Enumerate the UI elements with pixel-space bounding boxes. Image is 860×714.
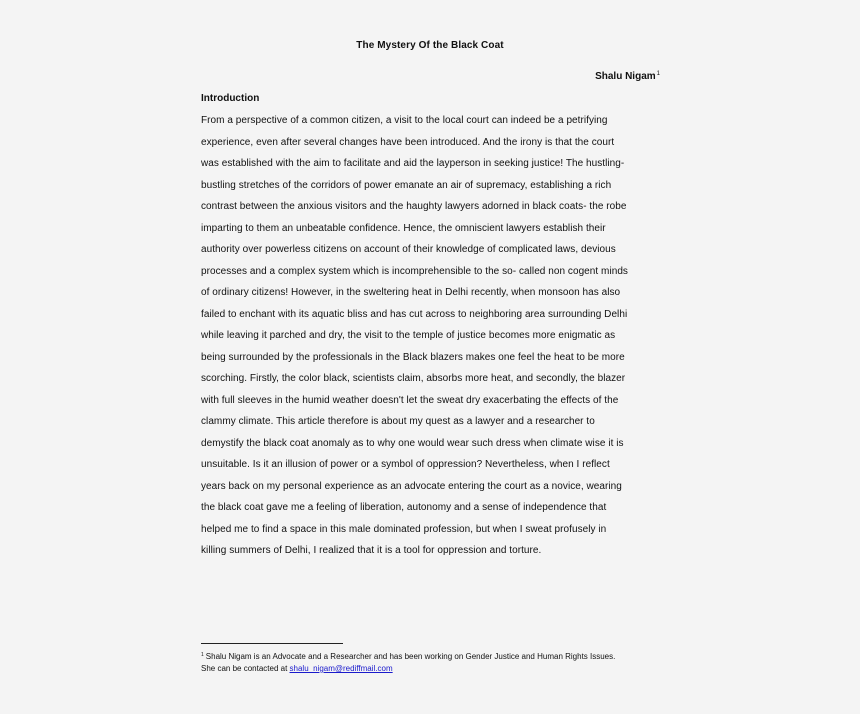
body-line: imparting to them an unbeatable confidence. Hence, the omniscient lawyers establish their xyxy=(201,222,606,234)
body-line: of ordinary citizens! However, in the sweltering heat in Delhi recently, when monsoon has also xyxy=(201,287,621,298)
body-line: authority over powerless citizens on account of their knowledge of complicated laws, devious xyxy=(201,244,616,255)
body-paragraph xyxy=(201,110,671,562)
body-line: was established with the aim to facilitate and aid the layperson in seeking justice! The hustling- xyxy=(201,158,625,169)
body-line: being surrounded by the professionals in the Black blazers makes one feel the heat to be more xyxy=(201,351,625,363)
body-line: contrast between the anxious visitors and the haughty lawyers adorned in black coats- the robe xyxy=(201,201,627,212)
body-line: the black coat gave me a feeling of liberation, autonomy and a sense of independence that xyxy=(201,502,607,513)
section-heading: Introduction xyxy=(201,93,260,104)
body-line: experience, even after several changes have been introduced. And the irony is that the court xyxy=(201,136,615,148)
document-title: The Mystery Of the Black Coat xyxy=(356,40,504,51)
footnote-marker-author: 1 xyxy=(656,71,660,77)
body-line: bustling stretches of the corridors of power emanate an air of supremacy, establishing a rich xyxy=(201,179,612,191)
footnote-line-1 xyxy=(201,649,671,663)
footnote-divider xyxy=(201,643,343,644)
body-line: scorching. Firstly, the color black, scientists claim, absorbs more heat, and secondly, the blazer xyxy=(201,373,626,384)
body-line: helped me to find a space in this male dominated profession, but when I sweat profusely in xyxy=(201,523,607,535)
author-name-text: Shalu Nigam xyxy=(595,71,656,82)
author-name xyxy=(560,71,660,82)
body-line: clammy climate. This article therefore is about my quest as a lawyer and a researcher to xyxy=(201,416,595,427)
body-line: killing summers of Delhi, I realized that it is a tool for oppression and torture. xyxy=(201,545,542,556)
footnote xyxy=(201,649,671,675)
email-link[interactable]: shalu_nigam@rediffmail.com xyxy=(289,664,393,673)
body-line: unsuitable. Is it an illusion of power or a symbol of oppression? Nevertheless, when I reflect xyxy=(201,459,610,470)
footnote-text: Shalu Nigam is an Advocate and a Researcher and has been working on Gender Justice and Human Rights Issues. xyxy=(205,652,616,661)
body-line: years back on my personal experience as an advocate entering the court as a novice, wearing xyxy=(201,480,622,492)
footnote-line-2 xyxy=(201,663,671,675)
body-line: failed to enchant with its aquatic bliss and has cut across to neighboring area surrounding Delhi xyxy=(201,308,628,320)
footnote-marker: 1 xyxy=(201,652,204,658)
body-line: processes and a complex system which is incomprehensible to the so- called non cogent minds xyxy=(201,265,628,277)
body-line: demystify the black coat anomaly as to why one would wear such dress when climate wise it is xyxy=(201,437,624,449)
body-line: From a perspective of a common citizen, a visit to the local court can indeed be a petrifying xyxy=(201,115,608,126)
body-line: while leaving it parched and dry, the visit to the temple of justice becomes more enigmatic as xyxy=(201,330,616,341)
body-line: with full sleeves in the humid weather doesn't let the sweat dry exacerbating the effects of the xyxy=(201,394,619,406)
footnote-contact-prefix: She can be contacted at xyxy=(201,664,290,673)
